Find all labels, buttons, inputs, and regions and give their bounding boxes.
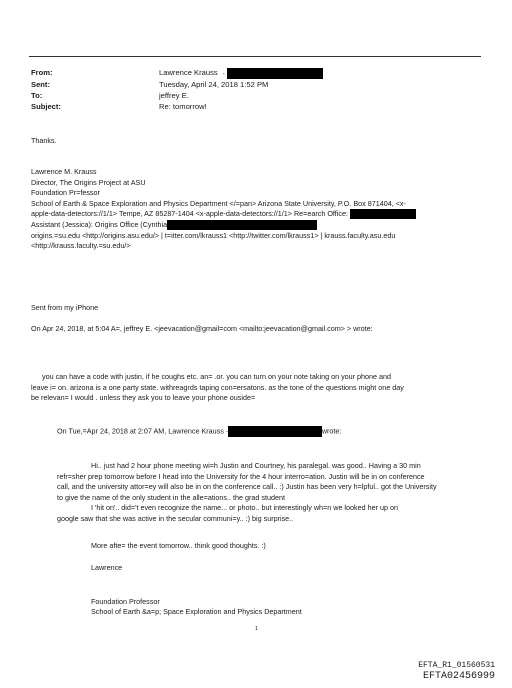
from-label: From: xyxy=(31,68,53,77)
footer-signature-title: Foundation Professor xyxy=(91,597,160,606)
redaction-box xyxy=(350,209,416,219)
page-number: 1 xyxy=(255,626,259,632)
quote2-body xyxy=(57,461,437,525)
quote1-line: you can have a code with justin, if he coughs etc. an= .or. you can turn on your note taking on your phone and xyxy=(42,372,392,381)
sent-label: Sent: xyxy=(31,80,50,89)
quote2-line: Hi.. just had 2 hour phone meeting wi=h Justin and Courtney, his paralegal. was good.. Having a 30 min xyxy=(91,461,421,470)
quote2-header-prefix: On Tue,=Apr 24, 2018 at 2:07 AM, Lawrence Krauss xyxy=(57,426,224,436)
quote2-header-suffix: wrote: xyxy=(321,426,342,436)
quote1-header: On Apr 24, 2018, at 5:04 A=, jeffrey E. <jeevacation@gmail=com <mailto:jeevacation@gmail.com> > wrote: xyxy=(31,324,373,333)
redaction-box xyxy=(228,426,322,437)
quote1-body xyxy=(31,372,404,404)
signature-line: School of Earth & Space Exploration and Physics Department </=pan> Arizona State University, P.O. Box 871404, <x- xyxy=(31,198,406,208)
signature-line: Director, The Origins Project at ASU xyxy=(31,177,146,187)
quote2-header: On Tue,=Apr 24, 2018 at 2:07 AM, Lawrence Krauss - wrote: xyxy=(57,426,342,436)
sent-value: Tuesday, April 24, 2018 1:52 PM xyxy=(159,80,269,89)
redaction-box xyxy=(167,220,317,230)
thanks-text: Thanks. xyxy=(31,136,57,145)
sign-off-text: Lawrence xyxy=(91,563,123,572)
sent-from-text: Sent from my iPhone xyxy=(31,303,99,312)
to-value: jeffrey E. xyxy=(159,91,189,100)
signature-line: Foundation Pr=fessor xyxy=(31,188,100,198)
header-top-rule xyxy=(29,56,481,57)
subject-value: Re: tomorrow! xyxy=(159,102,207,111)
quote2-line: refr=sher prep tomorrow before I head into the University for the 4 hour interro=ation. Justin will be in on conference xyxy=(57,471,425,481)
footer-signature-department: School of Earth &a=p; Space Exploration and Physics Department xyxy=(91,607,302,616)
signature-line: <http://krauss.faculty.=su.edu/> xyxy=(31,241,131,251)
signature-line: Assistant (Jessica): Origins Office (Cynthia xyxy=(31,219,168,229)
signature-block xyxy=(31,167,416,252)
from-value: Lawrence Krauss xyxy=(159,68,218,77)
quote2-line: google saw that she was active in the secular communi=y.. :) big surprise.. xyxy=(57,513,294,523)
subject-label: Subject: xyxy=(31,102,61,111)
signature-line: apple-data-detectors://1/1> Tempe, AZ 85287-1404 <x-apple-data-detectors://1/1> Re=earch Office: xyxy=(31,209,348,219)
signature-line: origins.=su.edu <http://origins.asu.edu/> | t=itter.com/lkrauss1 <http://twitter.com/lkrauss1> | krauss.faculty.asu.edu xyxy=(31,230,396,240)
document-page: From: Lawrence Krauss - Sent: Tuesday, April 24, 2018 1:52 PM To: jeffrey E. Subject: Re: tomorrow! Thanks. Lawrence M. Krauss Director, The Origins Project at ASU Foundation Pr=fessor School of Earth & Space Exploration and Physics Department </=pan> Arizona State University, P.O. Box 871404, <x- apple-data-detectors://1/1> Tempe, AZ 85287-1404 <x-apple-data-detectors://1/1> Re=earch Office: Assistant (Jessica): Origins Office (Cynthia origins.=su.edu <http://origins.asu.edu/> | t=itter.com/lkrauss1 <http://twitter.com/lkrauss1> | krauss.faculty.asu.edu <http://krauss.faculty.=su.edu/> Sent from my iPhone On Apr 24, 2018, at 5:04 A=, jeffrey E. <jeevacation@gmail=com <mailto:jeevacation@gmail.com> > wrote: you can have a code with justin, if he coughs etc. an= .or. you can turn on your note taking on your phone and leave i= on. arizona is a one party state. withreagrds taping con=ersatons. as the tone of the questions might one day be relevan= I would . unless they ask you to leave your phone ouside= On Tue,=Apr 24, 2018 at 2:07 AM, Lawrence Krauss - wrote: Hi.. just had 2 hour phone meeting wi=h Justin and Courtney, his paralegal. was good.. Having a 30 min refr=sher prep tomorrow before I head into the University for the 4 hour interro=ation. Justin will be in on conference call, and the university attor=ey will also be in on the conference call.. :) Justin has been very h=lpful.. got the University to give the name of the only student in the alle=ations.. the grad student I 'hit on'.. did='t even recognize the name... or photo.. but interestingly wh=n we looked her up on google saw that she was active in the secular communi=y.. :) big surprise.. More afte= the event tomorrow.. think good thoughts. :) Lawrence Foundation Professor School of Earth &a=p; Space Exploration and Physics Department 1 EFTA_R1_01560531 EFTA02456999 xyxy=(0,0,512,688)
to-label: To: xyxy=(31,91,43,100)
quote2-line: to give the name of the only student in the alle=ations.. the grad student xyxy=(57,492,285,502)
quote1-line: be relevan= I would . unless they ask you to leave your phone ouside= xyxy=(31,393,256,403)
signature-line: Lawrence M. Krauss xyxy=(31,167,97,176)
quote2-line: I 'hit on'.. did='t even recognize the name... or photo.. but interestingly wh=n we looked her up on xyxy=(91,503,398,513)
redaction-box xyxy=(227,68,323,79)
quote2-line: call, and the university attor=ey will also be in on the conference call.. :) Justin has been very h=lpful.. got the University xyxy=(57,482,437,492)
bates-number-1: EFTA_R1_01560531 xyxy=(418,661,495,670)
quote1-line: leave i= on. arizona is a one party state. withreagrds taping con=ersatons. as the tone of the questions might one day xyxy=(31,382,404,392)
more-after-text: More afte= the event tomorrow.. think good thoughts. :) xyxy=(91,541,266,550)
bates-number-2: EFTA02456999 xyxy=(422,671,495,682)
